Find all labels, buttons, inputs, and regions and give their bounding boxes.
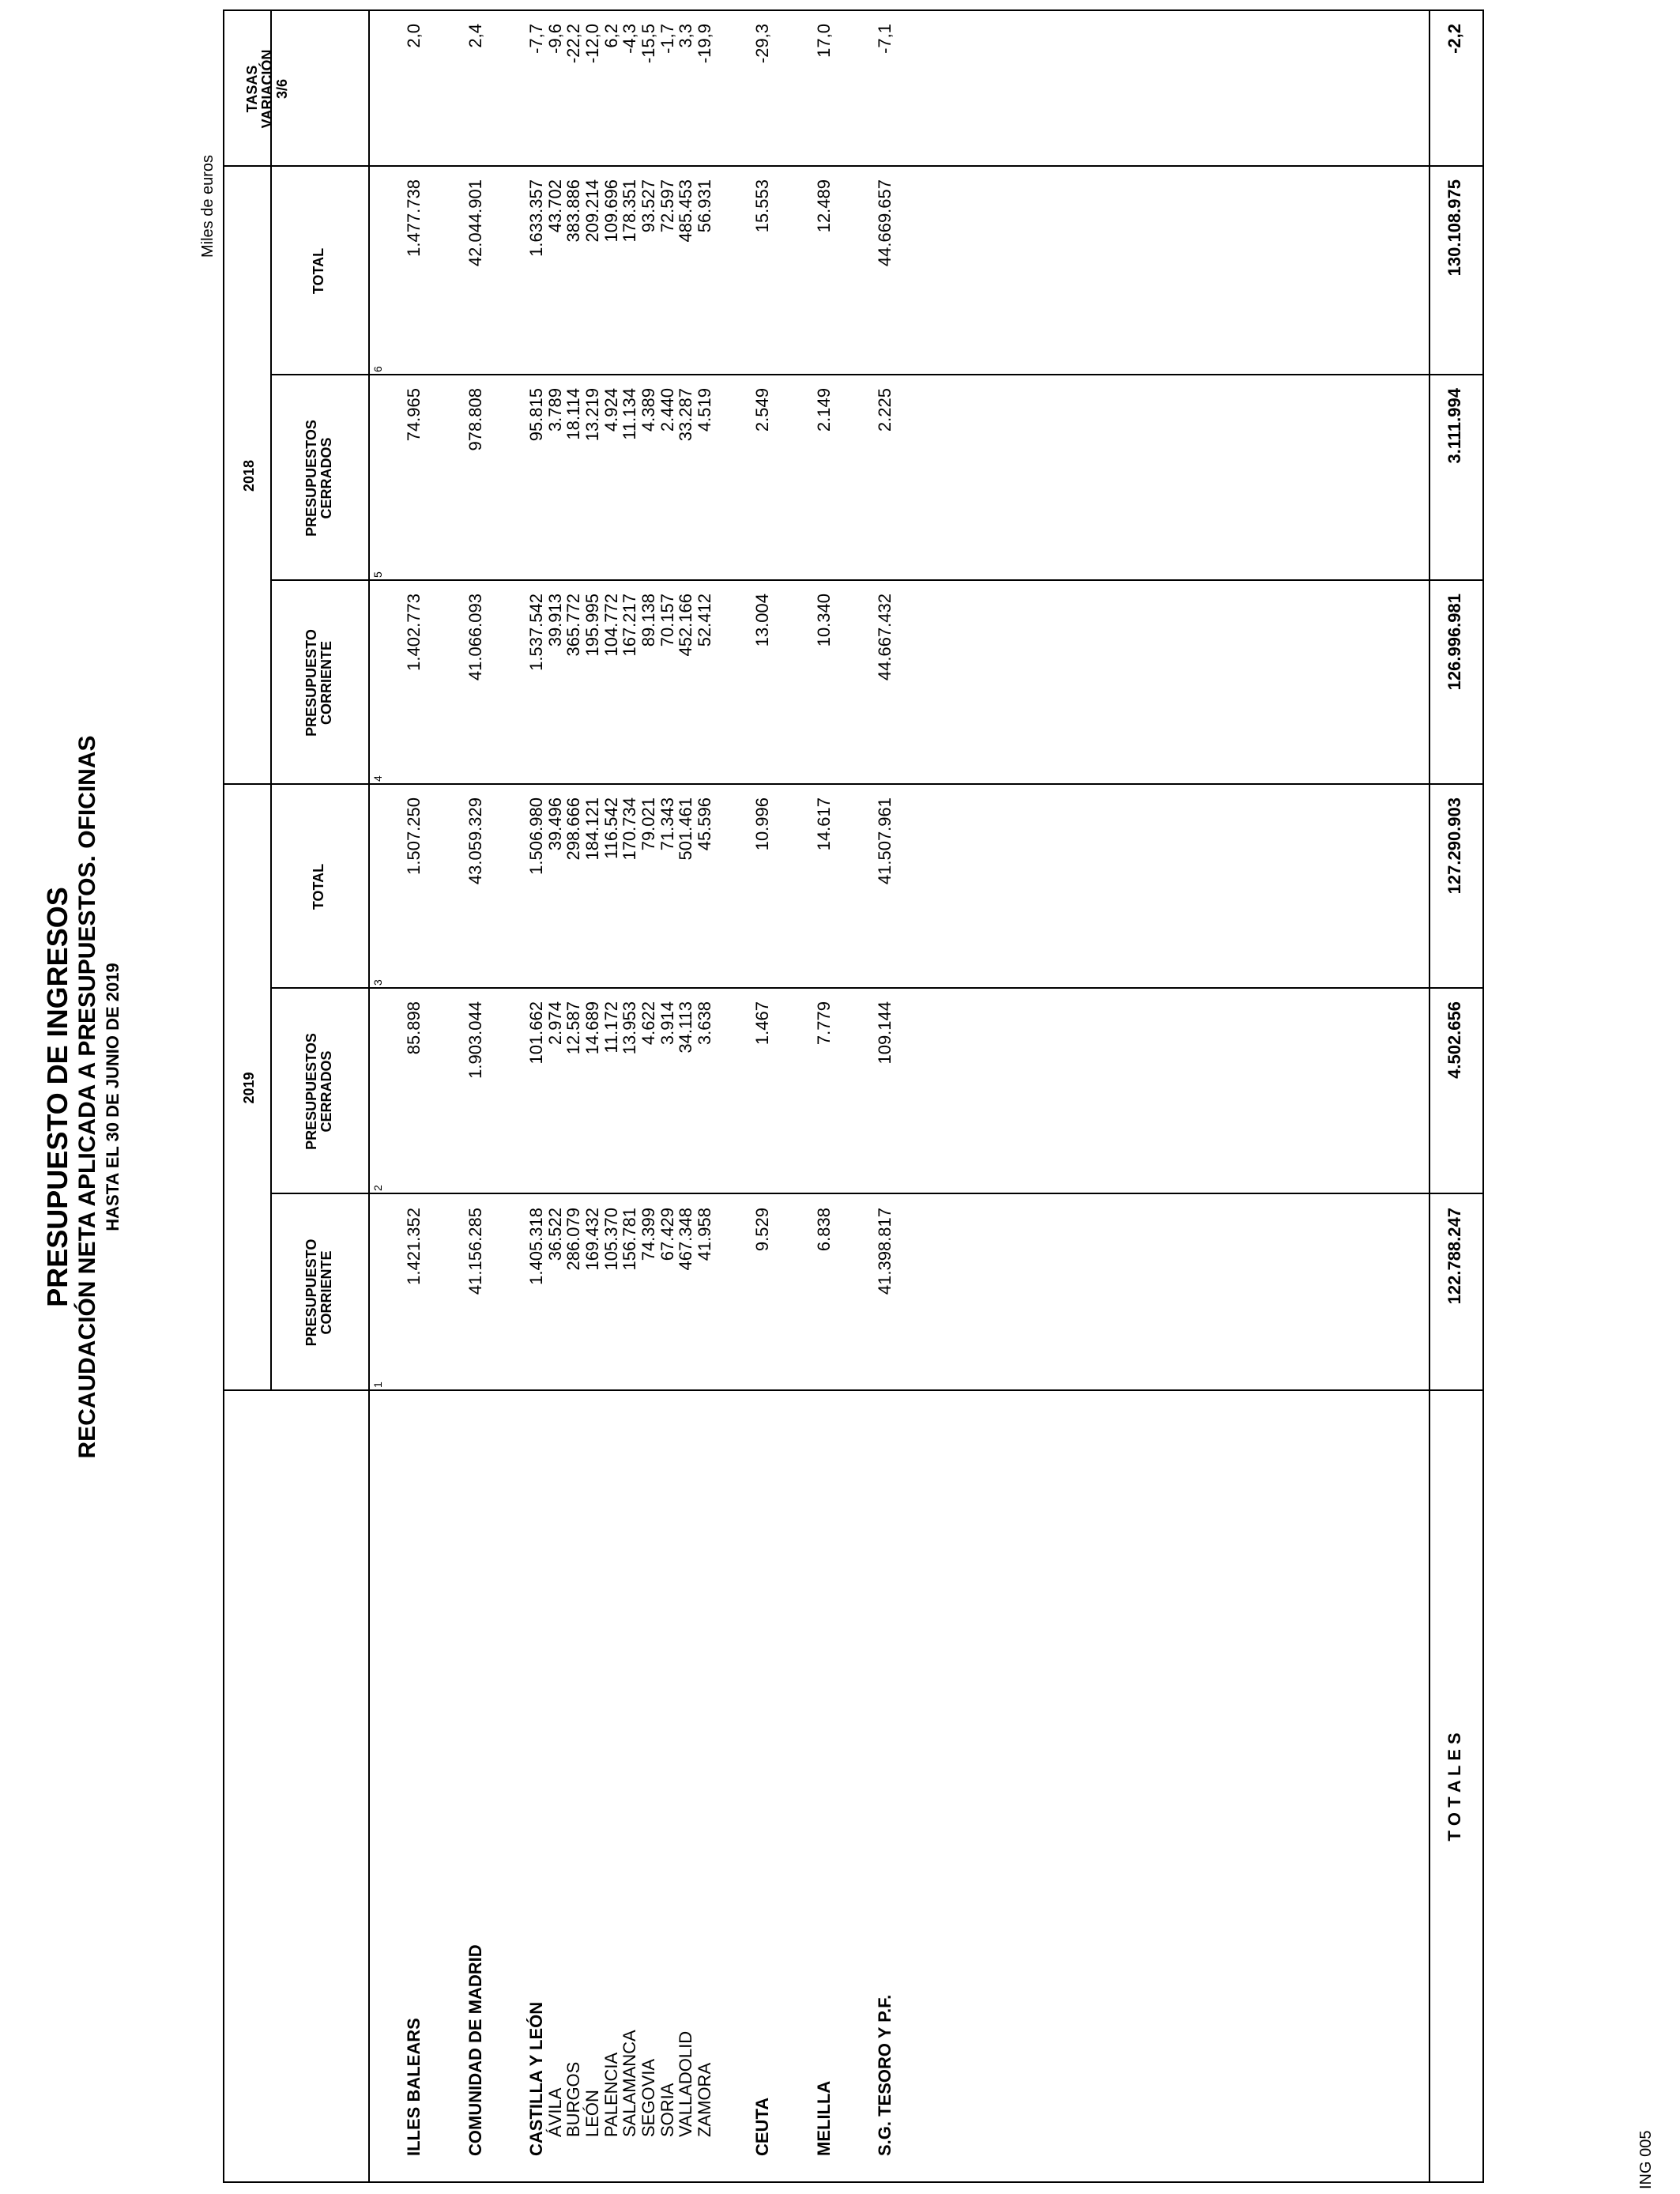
totals-label: T O T A L E S [1445,1732,1464,1842]
cell: 109.696 [601,179,621,243]
cell: 101.662 [526,1001,546,1065]
cell: 170.734 [620,797,639,861]
page-title: PRESUPUESTO DE INGRESOS [41,887,73,1307]
cell: 52.412 [695,594,714,647]
cell: 2,0 [404,24,424,48]
cell: 79.021 [638,797,658,851]
cell: 12.489 [814,179,834,233]
col-number-1: 1 [371,1382,384,1388]
date-line: HASTA EL 30 DE JUNIO DE 2019 [103,963,122,1231]
cell: 44.667.432 [875,594,895,681]
cell: 1.421.352 [404,1208,424,1285]
cell: 4.389 [638,388,658,432]
cell: 7.779 [814,1001,834,1046]
cell: 95.815 [526,388,546,442]
col-number-2: 2 [371,1185,384,1191]
cell: 6,2 [601,24,621,48]
cell: 39.913 [545,594,565,647]
cell: 36.522 [545,1208,565,1261]
cell: 467.348 [676,1208,695,1271]
cell: 43.059.329 [465,797,485,885]
header-pc-2019: PRESUPUESTO CORRIENTE [303,1238,334,1347]
cell: 127.290.903 [1445,797,1464,895]
cell: 4.622 [638,1001,658,1046]
cell: -4,3 [620,24,639,54]
cell: 195.995 [582,594,602,657]
cell: 365.772 [563,594,583,657]
col-number-3: 3 [371,979,384,986]
cell: 1.903.044 [465,1001,485,1079]
cell: 41.156.285 [465,1208,485,1295]
cell: 13.953 [620,1001,639,1055]
cell: 41.066.093 [465,594,485,681]
header-tasas: TASAS VARIACIÓN 3/6 [244,49,290,129]
cell: 89.138 [638,594,658,647]
cell: 184.121 [582,797,602,861]
cell: -12,0 [582,24,602,64]
cell: 11.134 [620,388,639,440]
col-number-4: 4 [371,775,384,782]
cell: 85.898 [404,1001,424,1055]
cell: 2.225 [875,388,895,432]
cell: 105.370 [601,1208,621,1271]
col-number-6: 6 [371,366,384,372]
footer-code: ING 005 [1637,2130,1655,2189]
cell: 126.996.981 [1445,594,1464,691]
cell: -1,7 [657,24,677,54]
cell: 169.432 [582,1208,602,1271]
row-label: SORIA [657,2083,677,2137]
cell: 10.340 [814,594,834,647]
cell: 1.477.738 [404,179,424,257]
cell: 70.157 [657,594,677,647]
cell: 2.549 [752,388,772,432]
cell: 1.537.542 [526,594,546,671]
cell: 45.596 [695,797,714,851]
row-label: MELILLA [814,2080,834,2156]
header-year-2018: 2018 [241,459,257,492]
cell: 3.789 [545,388,565,432]
row-label: CEUTA [752,2097,772,2156]
cell: 13.219 [582,388,602,442]
cell: 286.079 [563,1208,583,1271]
cell: 3.111.994 [1445,388,1464,464]
cell: 383.886 [563,179,583,243]
cell: 4.924 [601,388,621,432]
cell: 3.638 [695,1001,714,1046]
cell: 4.502.656 [1445,1001,1464,1079]
cell: 13.004 [752,594,772,647]
cell: 298.666 [563,797,583,861]
cell: 93.527 [638,179,658,233]
cell: 11.172 [601,1001,621,1054]
cell: 33.287 [676,388,695,442]
cell: 1.506.980 [526,797,546,875]
cell: 156.781 [620,1208,639,1271]
cell: 1.507.250 [404,797,424,875]
cell: 3,3 [676,24,695,48]
cell: 452.166 [676,594,695,657]
cell: 72.597 [657,179,677,233]
cell: 1.633.357 [526,179,546,257]
cell: 14.617 [814,797,834,851]
cell: 1.402.773 [404,594,424,671]
cell: 2,4 [465,24,485,48]
cell: 74.399 [638,1208,658,1261]
cell: 1.405.318 [526,1208,546,1285]
header-pce-2019: PRESUPUESTOS CERRADOS [303,1033,334,1150]
cell: 41.398.817 [875,1208,895,1295]
cell: 3.914 [657,1001,677,1046]
cell: 6.838 [814,1208,834,1252]
cell: 2.440 [657,388,677,432]
cell: 42.044.901 [465,179,485,267]
row-label: COMUNIDAD DE MADRID [465,1944,485,2156]
cell: 41.958 [695,1208,714,1261]
cell: 9.529 [752,1208,772,1252]
cell: 209.214 [582,179,602,243]
cell: -7,1 [875,24,895,54]
cell: 56.931 [695,179,714,233]
cell: 4.519 [695,388,714,432]
cell: -15,5 [638,24,658,64]
cell: 2.149 [814,388,834,432]
cell: 39.496 [545,797,565,851]
cell: 18.114 [563,388,583,440]
row-label: SEGOVIA [638,2058,658,2137]
cell: -7,7 [526,24,546,54]
row-label: CASTILLA Y LEÓN [526,2001,546,2156]
header-total-2018: TOTAL [311,247,326,295]
cell: -9,6 [545,24,565,54]
cell: 2.974 [545,1001,565,1046]
cell: 67.429 [657,1208,677,1261]
row-label: BURGOS [563,2061,583,2137]
cell: 43.702 [545,179,565,233]
cell: -2,2 [1445,24,1464,54]
cell: 10.996 [752,797,772,851]
cell: -29,3 [752,24,772,64]
cell: 34.113 [676,1001,695,1054]
col-number-5: 5 [371,571,384,578]
cell: 41.507.961 [875,797,895,885]
cell: 14.689 [582,1001,602,1055]
header-total-2019: TOTAL [311,863,326,910]
page-subtitle: RECAUDACIÓN NETA APLICADA A PRESUPUESTOS. OFICINAS [74,735,100,1459]
row-label: ZAMORA [695,2062,714,2137]
cell: 109.144 [875,1001,895,1065]
cell: 71.343 [657,797,677,851]
row-label: ILLES BALEARS [404,2018,424,2156]
cell: -22,2 [563,24,583,64]
cell: -19,9 [695,24,714,64]
header-year-2019: 2019 [241,1072,257,1104]
row-label: S.G. TESORO Y P.F. [875,1994,895,2156]
row-label: ÁVILA [545,2087,565,2137]
cell: 167.217 [620,594,639,657]
header-pc-2018: PRESUPUESTO CORRIENTE [303,629,334,737]
cell: 485.453 [676,179,695,243]
row-label: VALLADOLID [676,2030,695,2137]
cell: 44.669.657 [875,179,895,267]
cell: 74.965 [404,388,424,442]
cell: 15.553 [752,179,772,233]
cell: 12.587 [563,1001,583,1055]
cell: 116.542 [601,797,621,859]
cell: 130.108.975 [1445,179,1464,277]
cell: 1.467 [752,1001,772,1046]
header-pce-2018: PRESUPUESTOS CERRADOS [303,420,334,537]
row-label: SALAMANCA [620,2030,639,2137]
units-label: Miles de euros [199,154,217,258]
row-label: PALENCIA [601,2052,621,2137]
cell: 17,0 [814,24,834,58]
cell: 104.772 [601,594,621,657]
cell: 501.461 [676,797,695,861]
row-label: LEÓN [582,2090,602,2137]
cell: 122.788.247 [1445,1208,1464,1305]
cell: 978.808 [465,388,485,451]
cell: 178.351 [620,179,639,243]
